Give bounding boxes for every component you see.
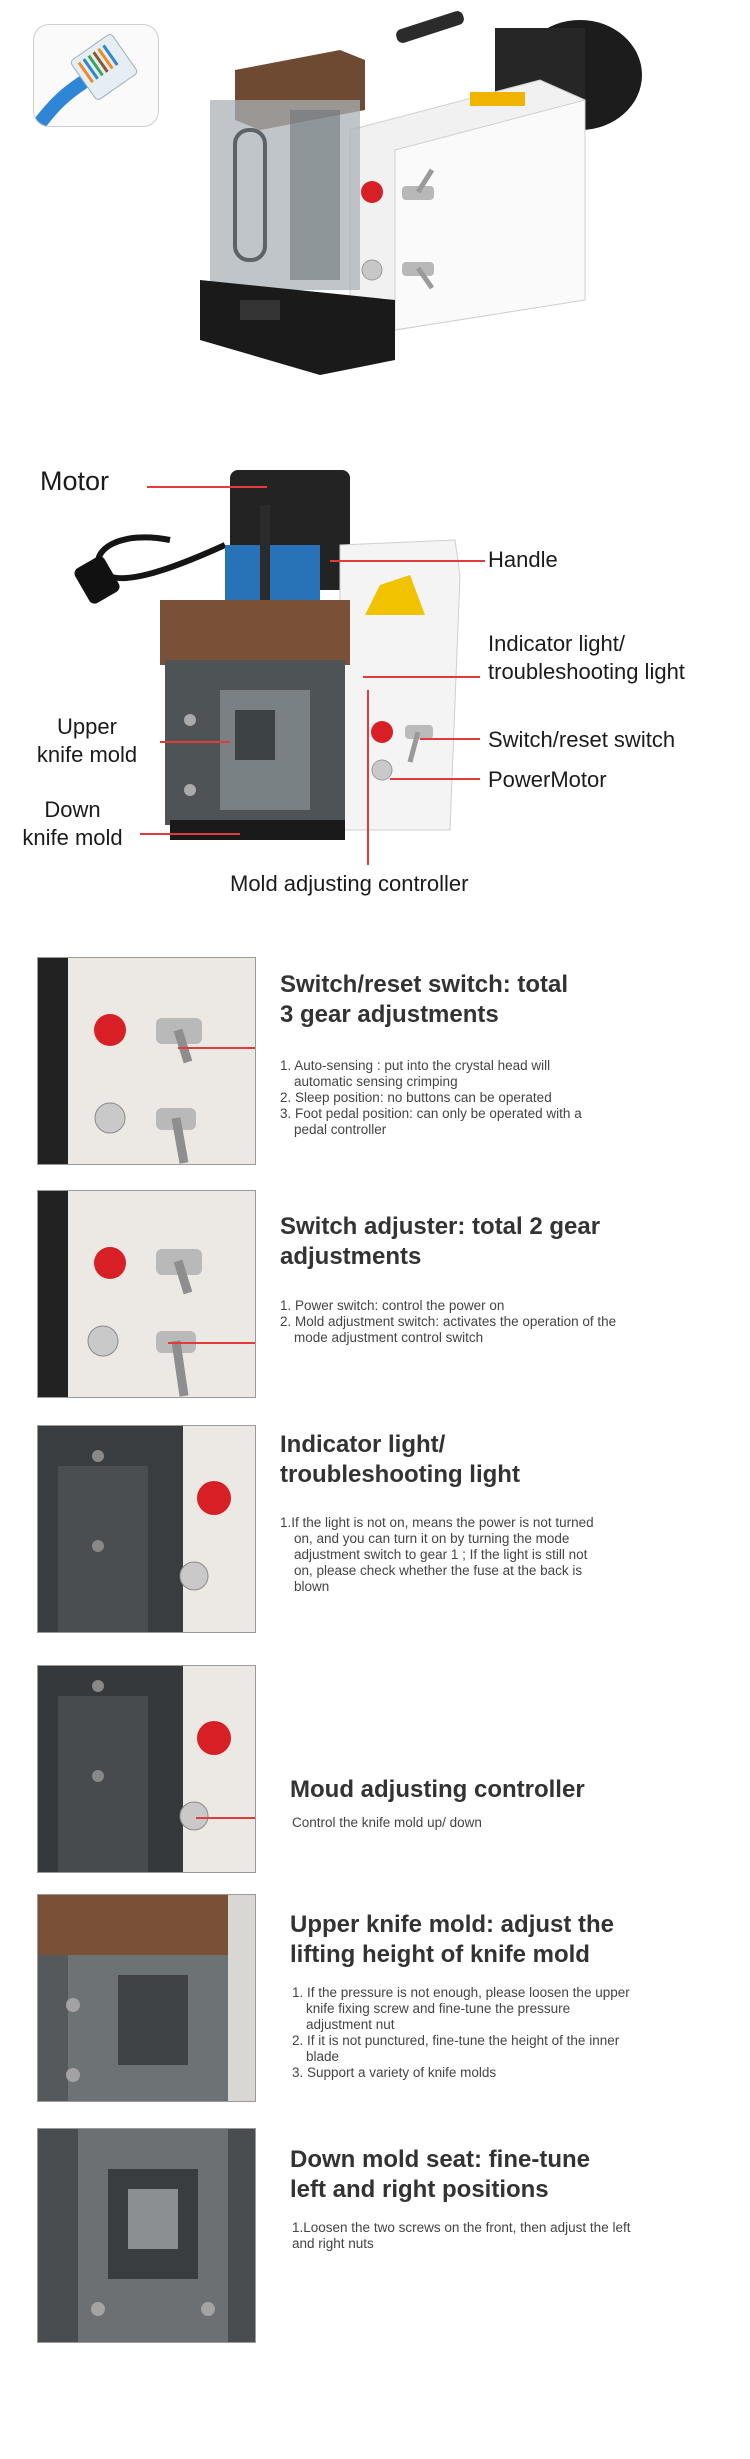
feature-5-image [37,1894,256,2102]
powermotor-leader-line [390,778,480,780]
indicator-leader-line [363,676,480,678]
feature-1-list [280,1058,610,1138]
feature-2-image [37,1190,256,1398]
label-switch-reset: Switch/reset switch [488,727,676,752]
feature-4-title-line1: Moud adjusting controller [290,1776,585,1803]
motor-leader-line [147,486,267,488]
feature-5-list [292,1985,632,2081]
feature-2-title [280,1212,720,1272]
feature-6-title-line2: left and right positions [290,2176,549,2203]
list-item: 1.If the light is not on, means the power is not turned on, and you can turn it on by turning the mode adjustment switch to gear 1 ; If the light is still not on, please check whether the fuse at the back is blown [280,1515,594,1594]
feature-1-title-line1: Switch/reset switch: total [280,971,569,998]
rj45-thumbnail [33,24,159,127]
label-down-mold-line1: Down [44,797,101,822]
down-mold-leader-line [140,833,240,835]
feature-6-image [37,2128,256,2343]
list-item: 1. Power switch: control the power on [280,1298,505,1313]
switch-leader-line [420,738,480,740]
list-item: 3. Foot pedal position: can only be operated with a pedal controller [280,1106,582,1137]
label-mold-controller: Mold adjusting controller [230,871,469,896]
controller-leader-line [367,690,369,865]
list-item: Control the knife mold up/ down [292,1815,482,1830]
feature-5-title [290,1910,720,1970]
feature-3-title [280,1430,720,1490]
list-item: 1. If the pressure is not enough, please loosen the upper knife fixing screw and fine-tune the pressure adjustment nut [292,1985,630,2032]
handle-leader-line [330,560,485,562]
feature-5-title-line1: Upper knife mold: adjust the [290,1911,615,1938]
list-item: 2. If it is not punctured, fine-tune the height of the inner blade [292,2033,620,2064]
list-item: 2. Sleep position: no buttons can be operated [280,1090,552,1105]
feature-3-image [37,1425,256,1633]
upper-mold-leader-line [160,741,230,743]
feature-6-title [290,2145,720,2205]
list-item: 3. Support a variety of knife molds [292,2065,497,2080]
feature-1-title-line2: 3 gear adjustments [280,1001,499,1028]
label-indicator [488,630,685,685]
feature-6-list [292,2220,632,2252]
label-indicator-line2: troubleshooting light [488,658,685,684]
label-power-motor: PowerMotor [488,767,607,792]
feature-2-title-line2: adjustments [280,1243,422,1270]
label-down-mold [0,796,145,851]
label-upper-mold-line2: knife mold [36,741,138,767]
feature-6-title-line1: Down mold seat: fine-tune [290,2146,590,2173]
feature-2-list [280,1298,620,1346]
label-upper-mold-line1: Upper [57,714,117,739]
list-item: 2. Mold adjustment switch: activates the operation of the mode adjustment control switch [280,1314,617,1345]
feature-1-image [37,957,256,1165]
feature-5-title-line2: lifting height of knife mold [290,1941,590,1968]
feature-4-title [290,1775,720,1805]
feature-3-list [280,1515,600,1595]
label-indicator-line1: Indicator light/ [488,631,625,656]
feature-4-list [292,1815,612,1831]
feature-3-title-line2: troubleshooting light [280,1461,520,1488]
label-handle: Handle [488,547,558,572]
feature-1-title [280,970,720,1030]
label-down-mold-line2: knife mold [22,824,123,850]
feature-3-title-line1: Indicator light/ [280,1431,446,1458]
label-motor: Motor [40,466,110,496]
feature-4-image [37,1665,256,1873]
list-item: 1.Loosen the two screws on the front, then adjust the left and right nuts [292,2220,631,2251]
label-upper-mold [12,713,162,768]
list-item: 1. Auto-sensing : put into the crystal head will automatic sensing crimping [280,1058,551,1089]
feature-2-title-line1: Switch adjuster: total 2 gear [280,1213,601,1240]
